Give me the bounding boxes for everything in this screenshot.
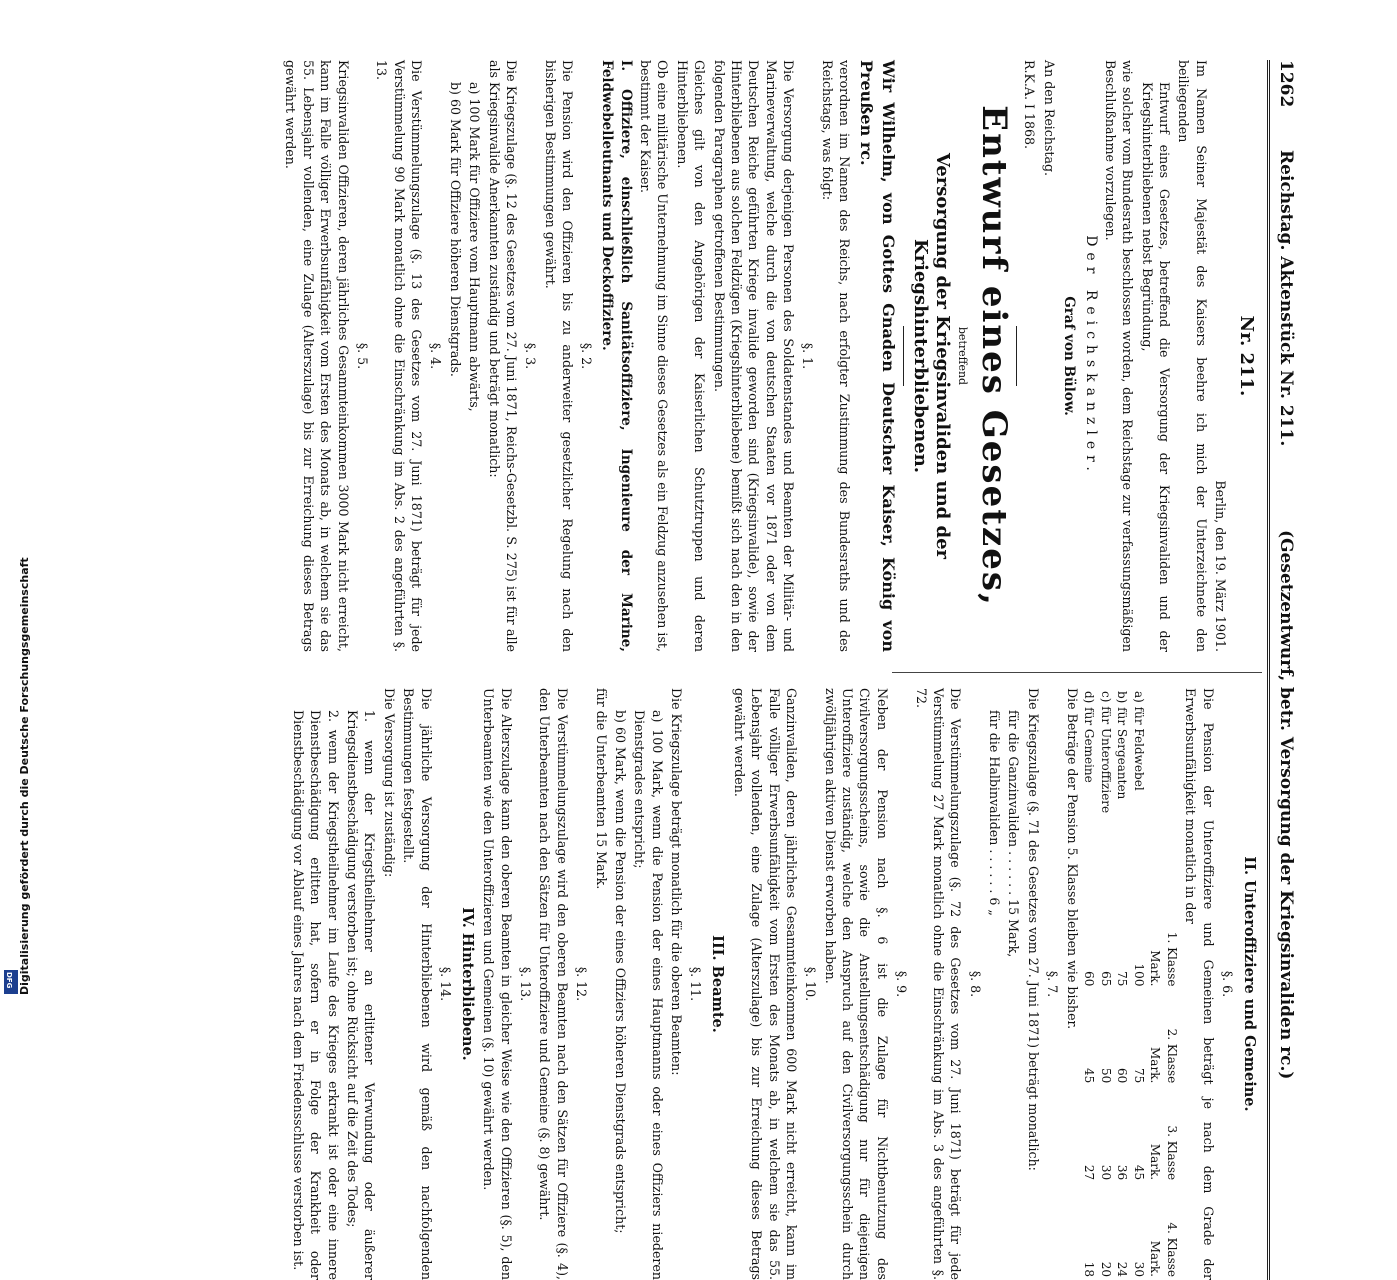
- section-7-item-b: für die Halbinvaliden . . . . . . 6 „: [987, 710, 1003, 916]
- section-12-heading: §. 12.: [574, 966, 590, 1002]
- section-1-text-b: Gleiches gilt von den Angehörigen der Kaiserlichen Schutztruppen und deren Hinterbliebenen.: [674, 60, 708, 652]
- table-cell: 24: [1115, 1261, 1130, 1277]
- section-11-text: Die Kriegszulage beträgt monatlich für die oberen Beamten:: [669, 688, 685, 1076]
- kaiser-line: Wir Wilhelm, von Gottes Gnaden Deutscher Kaiser, König von Preußen rc.: [857, 60, 899, 652]
- table-cell: 60: [1115, 1068, 1130, 1084]
- table-row: [1081, 688, 1098, 1280]
- table-cell: 45: [1131, 1164, 1146, 1181]
- section-13-text: Die Alterszulage kann den oberen Beamten in gleicher Weise wie den Offizieren (§. 5), den Unterbeamten wie den Unteroffizieren und Gemeinen (§. 10) gewährt werden.: [481, 688, 514, 1280]
- table-unit-cell: Mark.: [1148, 950, 1163, 987]
- section-5-heading: §. 5.: [354, 342, 370, 370]
- table-cell: b) für Sergeanten: [1115, 691, 1130, 800]
- section-12-text: Die Verstümmelungszulage wird den oberen Beamten nach den Sätzen für Offiziere (§. 4), den Unterbeamten nach den Sätzen für Unteroffiziere und Gemeine (§. 8) gewährt.: [537, 688, 570, 1280]
- right-column: [288, 688, 1262, 1280]
- section-1-text-c: Ob eine militärische Unternehmung im Sinne dieses Gesetzes als ein Feldzug anzusehen ist, bestimmt der Kaiser.: [638, 60, 671, 652]
- table-cell: d) für Gemeine: [1082, 691, 1097, 783]
- table-header-cell: 2. Klasse: [1164, 1028, 1179, 1084]
- left-column: [280, 60, 1262, 652]
- section-1-heading: §. 1.: [800, 342, 816, 370]
- table-unit-cell: Mark.: [1148, 1047, 1163, 1084]
- section-8-text: Die Verstümmelungszulage (§. 72 des Gesetzes vom 27. Juni 1871) beträgt für jede Verstümmelung 27 Mark monatlich ohne die Einschränkung im Abs. 3 des angeführten §. 72.: [913, 688, 964, 1280]
- table-unit-cell: Mark.: [1148, 1240, 1163, 1277]
- document-number: Nr. 211.: [1236, 315, 1257, 397]
- table-row: [1097, 688, 1114, 1280]
- table-header-cell: 3. Klasse: [1164, 1125, 1179, 1181]
- table-header-cell: 1. Klasse: [1164, 931, 1179, 987]
- table-unit-cell: [1147, 688, 1164, 893]
- header-subtitle: (Gesetzentwurf, betr. Versorgung der Kriegsinvaliden rc.): [1276, 530, 1296, 1080]
- entwurf-text: Entwurf eines Gesetzes, betreffend die Versorgung der Kriegsinvaliden und der Kriegshinterbliebenen nebst Begründung,: [1139, 82, 1173, 652]
- table-cell: 75: [1131, 1068, 1146, 1084]
- table-cell: 30: [1131, 1261, 1146, 1277]
- section-14-item-2: 2. wenn der Kriegstheilnehmer im Laufe des Krieges erkrankt ist oder eine innere Dienstbeschädigung erlitten hat, sofern er in Folge der Krankheit oder Dienstbeschädigung vor Ablauf eines Jahres nach dem Friedensschlusse verstorben ist.: [290, 710, 341, 1280]
- divider: [903, 326, 904, 386]
- section-9-text: Neben der Pension nach §. 6 ist die Zulage für Nichtbenutzung des Civilversorgungsscheins, sowie die Anstellungsentschädigung nur für diejenigen Unteroffiziere zuständig, welche den Anspruch auf den Civilversorgungsschein durch zwölfjährigen aktiven Dienst erworben haben.: [822, 688, 890, 1280]
- section-11-item-a: a) 100 Mark, wenn die Pension der eines Hauptmanns oder eines Offiziers niederen Dienstgrades entspricht;: [632, 710, 665, 1280]
- table-row: [1114, 688, 1131, 1280]
- section-11-heading: §. 11.: [688, 966, 704, 1002]
- section-14-item-1: 1. wenn der Kriegstheilnehmer an erlittener Verwundung oder äußerer Kriegsdienstbeschädigung verstorben ist; ohne Rücksicht auf die Zeit des Todes;: [345, 710, 378, 1280]
- section-13-heading: §. 13.: [518, 966, 534, 1002]
- betreffend-label: betreffend: [956, 326, 970, 386]
- date-line: Berlin, den 19. März 1901.: [1213, 480, 1229, 652]
- section-7-text: Die Kriegszulage (§. 71 des Gesetzes vom 27. Juni 1871) beträgt monatlich:: [1025, 688, 1041, 1171]
- table-cell: 27: [1082, 1164, 1097, 1181]
- enactment-text: verordnen im Namen des Reichs, nach erfolgter Zustimmung des Bundesraths und des Reichstags, was folgt:: [819, 60, 853, 652]
- section-4-heading: §. 4.: [428, 342, 444, 370]
- signature-name: Graf von Bülow.: [1061, 296, 1078, 416]
- section-14-heading: §. 14.: [437, 966, 453, 1002]
- intro-text: Im Namen Seiner Majestät des Kaisers beehre ich mich der Unterzeichnete den beiliegenden: [1176, 60, 1209, 652]
- table-header-cell: [1163, 688, 1180, 893]
- table-cell: 50: [1098, 1068, 1113, 1084]
- table-cell: 18: [1082, 1261, 1097, 1277]
- dfg-logo: [4, 970, 18, 994]
- section-10-heading: §. 10.: [803, 966, 819, 1002]
- section-14-text: Die jährliche Versorgung der Hinterbliebenen wird gemäß den nachfolgenden Bestimmungen festgestellt.: [401, 688, 434, 1280]
- section-11-text-c: für die Unterbeamten 15 Mark.: [593, 688, 609, 890]
- table-cell: 100: [1131, 963, 1146, 987]
- section-9-heading: §. 9.: [894, 970, 910, 998]
- column-separator: [892, 672, 1262, 673]
- law-subtitle: Versorgung der Kriegsinvaliden und der Kriegshinterbliebenen.: [909, 152, 954, 560]
- intro-text-2: wie solcher vom Bundesrath beschlossen worden, dem Reichstage zur verfassungsmäßigen Beschlußnahme vorzulegen.: [1102, 60, 1136, 652]
- section-8-heading: §. 8.: [967, 970, 983, 998]
- table-header-row: [1163, 688, 1180, 1280]
- part-II-heading: II. Unteroffiziere und Gemeine.: [1241, 856, 1258, 1112]
- section-2-heading: §. 2.: [579, 342, 595, 370]
- section-3-heading: §. 3.: [523, 342, 539, 370]
- table-cell: 36: [1115, 1164, 1130, 1181]
- part-IV-heading: IV. Hinterbliebene.: [458, 907, 476, 1061]
- table-header-cell: 4. Klasse: [1164, 1222, 1179, 1277]
- section-6-heading: §. 6.: [1220, 970, 1235, 998]
- table-unit-row: [1147, 688, 1164, 1280]
- divider: [1016, 326, 1017, 386]
- section-4-text: Die Verstümmelungszulage (§. 13 des Gesetzes vom 27. Juni 1871) beträgt für jede Verstümmelung 90 Mark monatlich ohne die Einschränkung im Abs. 2 des angeführten §. 13.: [374, 60, 425, 652]
- table-cell: 30: [1098, 1164, 1113, 1181]
- section-6-text: Die Pension der Unteroffiziere und Gemeinen beträgt je nach dem Grade der Erwerbsunfähigkeit monatlich in der: [1183, 688, 1216, 1280]
- addressee: An den Reichstag.: [1041, 60, 1057, 177]
- section-5-text: Kriegsinvaliden Offizieren, deren jährliches Gesammteinkommen 3000 Mark nicht erreicht, kann im Falle völliger Erwerbsunfähigkeit vom Ersten des Monats ab, in welchem sie das 55. Lebensjahr vollenden, eine Zulage (Alterszulage) bis zur Erreichung dieses Betrags gewährt werden.: [283, 60, 351, 652]
- table-cell: c) für Unteroffiziere: [1098, 691, 1113, 814]
- digitization-credit: Digitalisierung gefördert durch die Deutsche Forschungsgemeinschaft: [18, 557, 31, 995]
- section-3-text: Die Kriegszulage (§. 12 des Gesetzes vom 27. Juni 1871, Reichs-Gesetzbl. S. 275) ist für alle als Kriegsinvalide Anerkannten zuständig und beträgt monatlich:: [486, 60, 519, 652]
- section-3-item-b: b) 60 Mark für Offiziere höheren Dienstgrads.: [447, 82, 463, 377]
- reference-number: R.K.A. I 1868.: [1022, 60, 1038, 150]
- table-cell: 60: [1082, 971, 1097, 987]
- section-1-text: Die Versorgung derjenigen Personen des Soldatenstandes und Beamten der Militär- und Marineverwaltung, welche durch die von deutschen Staaten vor 1871 oder von dem Deutschen Reiche geführten Kriege invalide geworden sind (Kriegsinvalide), sowie der Hinterbliebenen aus solchen Feldzügen (Kriegshinterbliebene) bemißt sich nach den in den folgenden Paragraphen getroffenen Bestimmungen.: [711, 60, 797, 652]
- table-cell: a) für Feldwebel: [1131, 691, 1146, 791]
- table-unit-cell: Mark.: [1148, 1143, 1163, 1181]
- table-row: [1130, 688, 1147, 1280]
- part-III-heading: III. Beamte.: [709, 935, 727, 1033]
- dfg-logo-text: DFG: [5, 972, 13, 989]
- part-I-heading: I. Offiziere, einschließlich Sanitätsoffiziere, Ingenieure der Marine, Feldwebelleutnants und Deckoffiziere.: [599, 60, 634, 652]
- reichskanzler-label: Der Reichskanzler.: [1082, 235, 1099, 477]
- running-header: [1272, 60, 1302, 1280]
- section-10-text: Ganzinvaliden, deren jährliches Gesammteinkommen 600 Mark nicht erreicht, kann im Falle völliger Erwerbsunfähigkeit vom Ersten des Monats ab, in welchem sie das 55. Lebensjahr vollenden, eine Zulage (Alterszulage) bis zur Erreichung dieses Betrags gewährt werden.: [731, 688, 799, 1280]
- table-cell: 45: [1082, 1068, 1097, 1084]
- table-cell: 65: [1098, 971, 1113, 987]
- table-cell: 75: [1115, 971, 1130, 987]
- section-11-item-b: b) 60 Mark, wenn die Pension der eines Offiziers höheren Dienstgrads entspricht;: [612, 710, 628, 1234]
- section-14-text-b: Die Versorgung ist zuständig:: [381, 688, 397, 878]
- section-7-heading: §. 7.: [1045, 970, 1061, 998]
- section-2-text: Die Pension wird den Offizieren bis zu anderweiter gesetzlicher Regelung nach den bisherigen Bestimmungen gewährt.: [542, 60, 576, 652]
- section-6-text-b: Die Beträge der Pension 5. Klasse bleiben wie bisher.: [1064, 688, 1080, 1030]
- header-rule: [1267, 60, 1270, 1280]
- table-cell: 20: [1098, 1261, 1113, 1277]
- pension-table: [1081, 688, 1180, 1280]
- section-7-item-a: für die Ganzinvaliden . . . . . . 15 Mark,: [1006, 710, 1022, 958]
- page-number: 1262: [1276, 60, 1296, 108]
- law-title: Entwurf eines Gesetzes,: [973, 105, 1014, 607]
- section-3-item-a: a) 100 Mark für Offiziere vom Hauptmann abwärts,: [467, 82, 483, 412]
- header-title: Reichstag. Aktenstück Nr. 211.: [1276, 150, 1296, 447]
